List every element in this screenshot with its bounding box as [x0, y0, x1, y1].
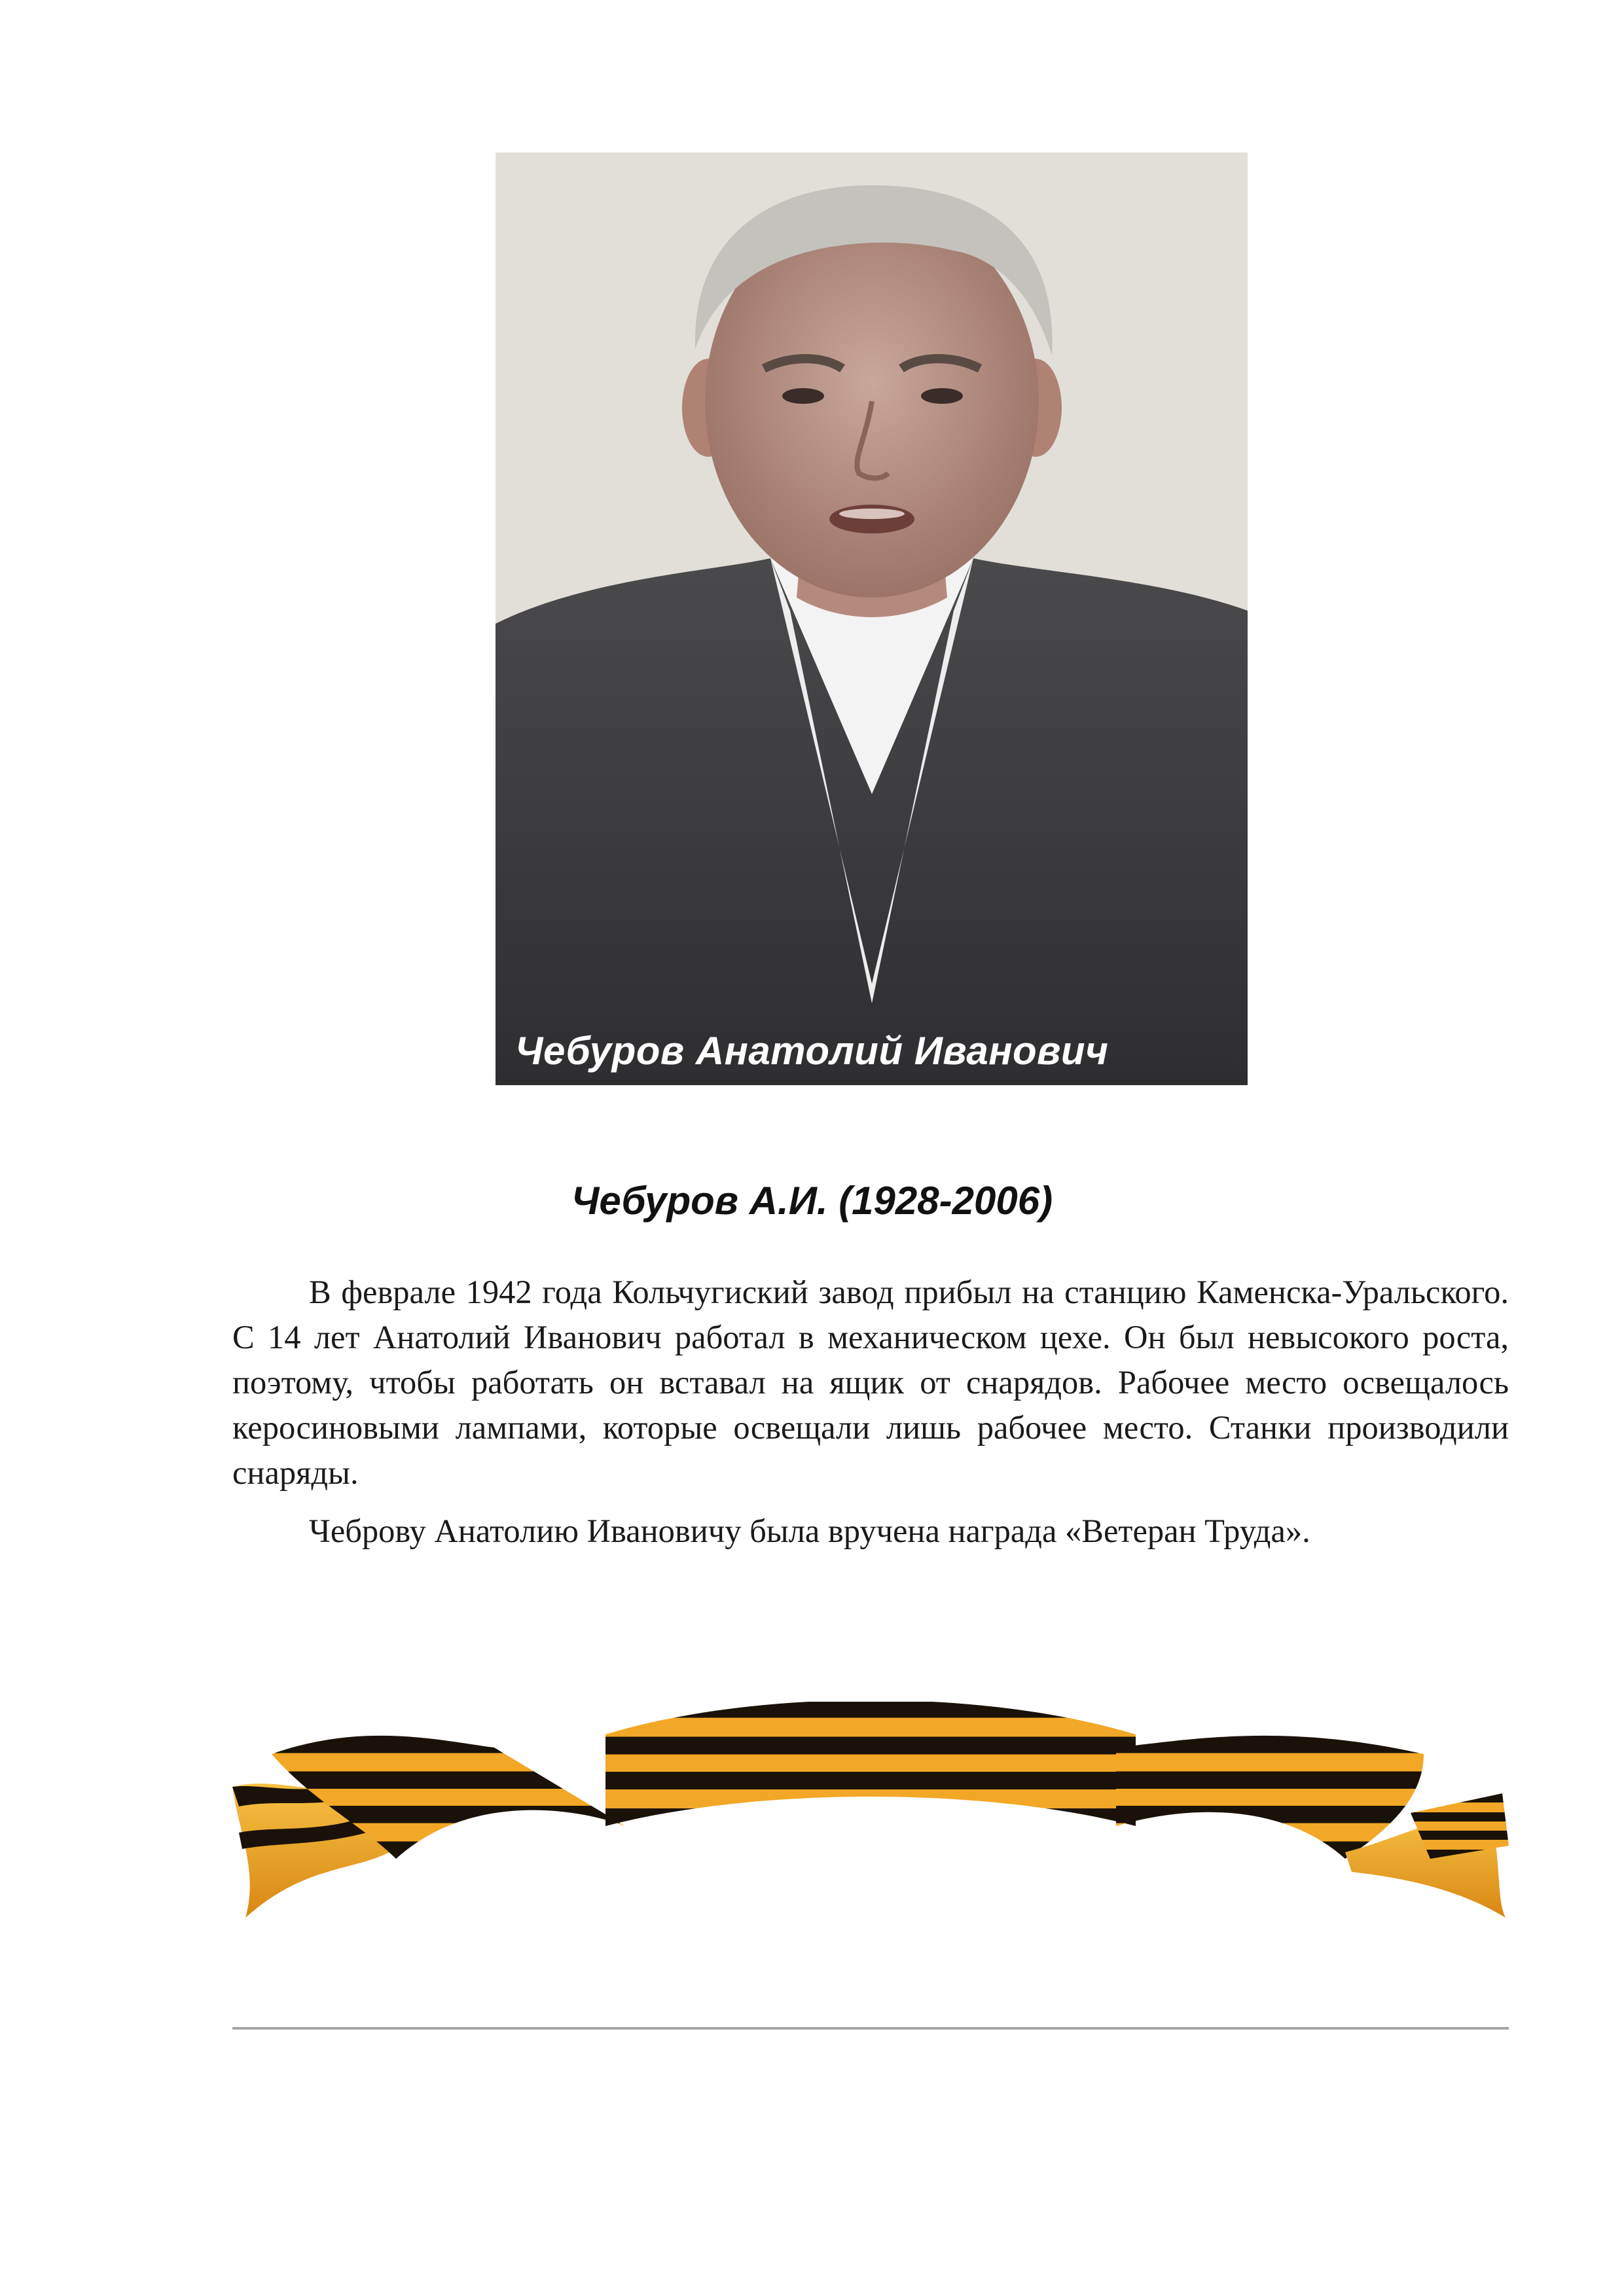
st-george-ribbon	[232, 1702, 1509, 1977]
article-body	[232, 1270, 1509, 1554]
page-title: Чебуров А.И. (1928-2006)	[571, 1179, 1053, 1223]
horizontal-rule	[232, 2027, 1509, 2030]
paragraph-biography: В феврале 1942 года Кольчугиский завод прибыл на станцию Каменска-Уральского. С 14 лет Анатолий Иванович работал в механическом цехе. Он был невысокого роста, поэтому, чтобы работать он вставал на ящик от снарядов. Рабочее место освещалось керосиновыми лампами, которые освещали лишь рабочее место. Станки производили снаряды.	[232, 1274, 1509, 1491]
paragraph-award: Чеброву Анатолию Ивановичу была вручена награда «Ветеран Труда».	[309, 1513, 1310, 1549]
photo-caption: Чебуров Анатолий Иванович	[515, 1029, 1109, 1073]
portrait-photo	[496, 152, 1248, 1085]
portrait-illustration	[496, 152, 1248, 1085]
